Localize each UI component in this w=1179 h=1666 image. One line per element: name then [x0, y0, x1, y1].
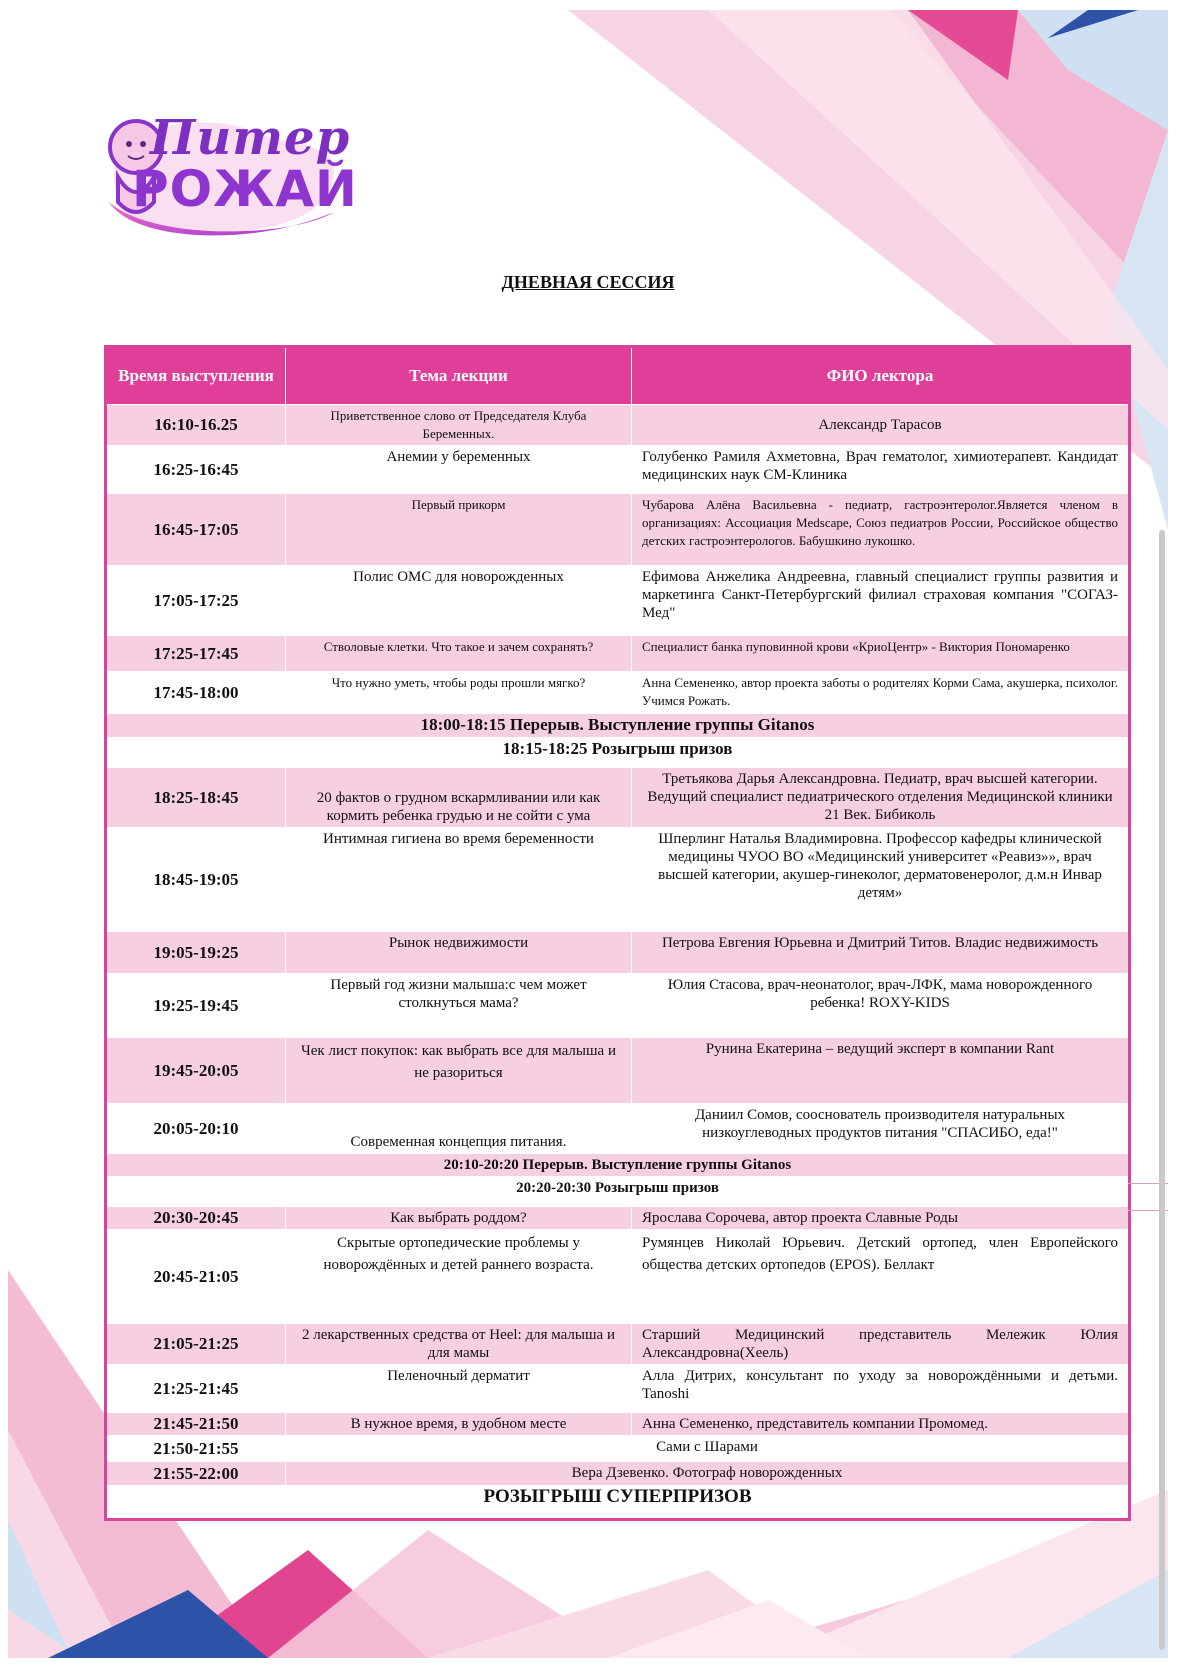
logo-text-piter: Питер [150, 110, 351, 166]
time-cell: 20:45-21:05 [106, 1230, 286, 1324]
table-row [106, 1365, 1130, 1413]
lecturer-cell: Анна Семененко, представитель компании Промомед. [632, 1413, 1130, 1436]
topic-cell: Что нужно уметь, чтобы роды прошли мягко? [286, 672, 632, 714]
merged-cell: Сами с Шарами [286, 1436, 1130, 1462]
lecturer-cell: Старший Медицинский представитель Мележик Юлия Александровна(Хеель) [632, 1324, 1130, 1365]
final-label: РОЗЫГРЫШ СУПЕРПРИЗОВ [106, 1486, 1130, 1520]
table-row [106, 1324, 1130, 1365]
time-cell: 16:25-16:45 [106, 446, 286, 494]
table-row [106, 1436, 1130, 1462]
logo-text-rozhai: РОЖАЙ [132, 160, 358, 218]
topic-cell: В нужное время, в удобном месте [286, 1413, 632, 1436]
table-row [106, 636, 1130, 672]
raffle-label: 20:20-20:30 Розыгрыш призов [106, 1177, 1130, 1207]
topic-cell: Первый прикорм [286, 494, 632, 566]
time-cell: 21:45-21:50 [106, 1413, 286, 1436]
topic-cell: Скрытые ортопедические проблемы у новорождённых и детей раннего возраста. [286, 1230, 632, 1324]
table-row [106, 1230, 1130, 1324]
lecturer-cell: Румянцев Николай Юрьевич. Детский ортопед, член Европейского общества детских ортопедов (EPOS). Беллакт [632, 1230, 1130, 1324]
break-label: 18:00-18:15 Перерыв. Выступление группы Gitanos [106, 714, 1130, 738]
lecturer-cell: Третьякова Дарья Александровна. Педиатр, врач высшей категории. Ведущий специалист педиатрического отделения Медицинской клиники 21 Век. Бибиколь [632, 768, 1130, 828]
table-row [106, 768, 1130, 828]
time-cell: 17:25-17:45 [106, 636, 286, 672]
topic-cell: Анемии у беременных [286, 446, 632, 494]
table-row [106, 974, 1130, 1038]
schedule-table [104, 345, 1131, 1521]
lecturer-cell: Шперлинг Наталья Владимировна. Профессор кафедры клинической медицины ЧУОО ВО «Медицинский университет «Реавиз»», врач высшей категории, акушер-гинеколог, дерматовенеролог, д.м.н Инвар детям» [632, 828, 1130, 932]
raffle-row [106, 738, 1130, 768]
table-row [106, 446, 1130, 494]
table-row [106, 494, 1130, 566]
time-cell: 21:50-21:55 [106, 1436, 286, 1462]
header-lecturer: ФИО лектора [632, 347, 1130, 405]
time-cell: 21:25-21:45 [106, 1365, 286, 1413]
scrollbar[interactable] [1159, 530, 1165, 1650]
table-row [106, 566, 1130, 636]
topic-cell: Пеленочный дерматит [286, 1365, 632, 1413]
time-cell: 17:05-17:25 [106, 566, 286, 636]
time-cell: 21:05-21:25 [106, 1324, 286, 1365]
raffle-row [106, 1177, 1130, 1207]
time-cell: 17:45-18:00 [106, 672, 286, 714]
break-label: 20:10-20:20 Перерыв. Выступление группы Gitanos [106, 1154, 1130, 1177]
table-row [106, 1207, 1130, 1230]
final-row [106, 1486, 1130, 1520]
table-row [106, 1462, 1130, 1486]
topic-cell: Современная концепция питания. [286, 1104, 632, 1154]
topic-cell: Первый год жизни малыша:с чем может столкнуться мама? [286, 974, 632, 1038]
lecturer-cell: Ефимова Анжелика Андреевна, главный специалист группы развития и маркетинга Санкт-Петербургский филиал страховая компания "СОГАЗ-Мед" [632, 566, 1130, 636]
lecturer-cell: Ярослава Сорочева, автор проекта Славные Роды [632, 1207, 1130, 1230]
lecturer-cell: Алла Дитрих, консультант по уходу за новорождёнными и детьми. Tanoshi [632, 1365, 1130, 1413]
time-cell: 16:45-17:05 [106, 494, 286, 566]
time-cell: 19:45-20:05 [106, 1038, 286, 1104]
table-row [106, 1038, 1130, 1104]
topic-cell: Рынок недвижимости [286, 932, 632, 974]
header-topic: Тема лекции [286, 347, 632, 405]
lecturer-cell: Даниил Сомов, сооснователь производителя натуральных низкоуглеводных продуктов питания "СПАСИБО, еда!" [632, 1104, 1130, 1154]
topic-cell: Стволовые клетки. Что такое и зачем сохранять? [286, 636, 632, 672]
topic-cell: Как выбрать роддом? [286, 1207, 632, 1230]
time-cell: 19:25-19:45 [106, 974, 286, 1038]
time-cell: 19:05-19:25 [106, 932, 286, 974]
lecturer-cell: Рунина Екатерина – ведущий эксперт в компании Rant [632, 1038, 1130, 1104]
table-row [106, 932, 1130, 974]
topic-cell: Чек лист покупок: как выбрать все для малыша и не разориться [286, 1038, 632, 1104]
merged-cell: Вера Дзевенко. Фотограф новорожденных [286, 1462, 1130, 1486]
table-row [106, 672, 1130, 714]
lecturer-cell: Александр Тарасов [632, 405, 1130, 446]
header-time: Время выступления [106, 347, 286, 405]
time-cell: 16:10-16.25 [106, 405, 286, 446]
table-row [106, 405, 1130, 446]
time-cell: 20:05-20:10 [106, 1104, 286, 1154]
lecturer-cell: Юлия Стасова, врач-неонатолог, врач-ЛФК, мама новорожденного ребенка! ROXY-KIDS [632, 974, 1130, 1038]
topic-cell: Полис ОМС для новорожденных [286, 566, 632, 636]
topic-cell: Интимная гигиена во время беременности [286, 828, 632, 932]
break-row [106, 1154, 1130, 1177]
topic-cell: Приветственное слово от Председателя Клуба Беременных. [286, 405, 632, 446]
time-cell: 18:25-18:45 [106, 768, 286, 828]
lecturer-cell: Петрова Евгения Юрьевна и Дмитрий Титов. Владис недвижимость [632, 932, 1130, 974]
time-cell: 21:55-22:00 [106, 1462, 286, 1486]
raffle-label: 18:15-18:25 Розыгрыш призов [106, 738, 1130, 768]
table-row [106, 1104, 1130, 1154]
time-cell: 18:45-19:05 [106, 828, 286, 932]
break-row [106, 714, 1130, 738]
table-row [106, 828, 1130, 932]
table-row [106, 1413, 1130, 1436]
document-page [8, 10, 1168, 1658]
lecturer-cell: Голубенко Рамиля Ахметовна, Врач гематолог, химиотерапевт. Кандидат медицинских наук СМ-Клиника [632, 446, 1130, 494]
topic-cell: 20 фактов о грудном вскармливании или как кормить ребенка грудью и не сойти с ума [286, 768, 632, 828]
lecturer-cell: Анна Семененко, автор проекта заботы о родителях Корми Сама, акушерка, психолог. Учимся Рожать. [632, 672, 1130, 714]
time-cell: 20:30-20:45 [106, 1207, 286, 1230]
topic-cell: 2 лекарственных средства от Heel: для малыша и для мамы [286, 1324, 632, 1365]
lecturer-cell: Чубарова Алёна Васильевна - педиатр, гастроэнтеролог.Является членом в организациях: Ассоциация Medscape, Союз педиатров России, Российское общество детских гастроэнтерологов. Бабушкино лукошко. [632, 494, 1130, 566]
page-title: ДНЕВНАЯ СЕССИЯ [501, 272, 675, 292]
lecturer-cell: Специалист банка пуповинной крови «КриоЦентр» - Виктория Пономаренко [632, 636, 1130, 672]
